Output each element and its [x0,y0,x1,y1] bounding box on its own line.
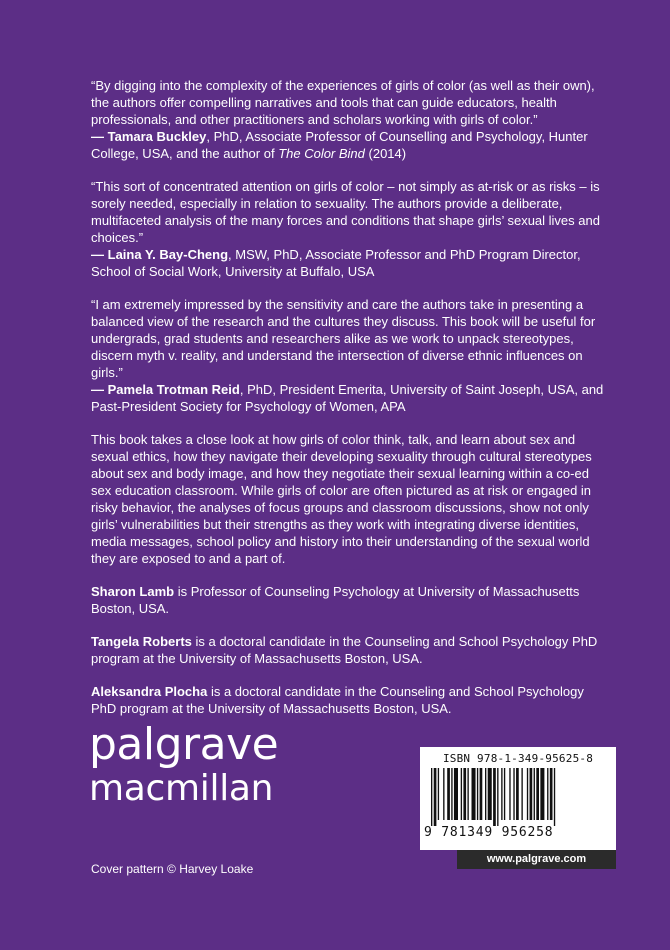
barcode-bar [485,768,486,820]
author-bio [91,633,611,667]
author-bio [91,583,611,617]
barcode-bar [472,768,476,820]
quote-author-name: Tamara Buckley [107,129,207,144]
quote-attribution [91,246,611,280]
barcode-bar [477,768,478,820]
quote-text: “By digging into the complexity of the experiences of girls of color (as well as their own), the authors offer compelling narratives and tools that can guide educators, health professionals, and other practitioners and scholars working with girls of color.” [91,78,595,127]
barcode-bar [547,768,548,820]
quote-book-title: The Color Bind [278,146,365,161]
barcode-bar [540,768,544,820]
quote-text: “This sort of concentrated attention on girls of color – not simply as at-risk or as risks – is sorely needed, especially in relation to sexuality. The authors provide a deliberate, multifaceted analysis of the many forces and conditions that shape girls’ sexual lives and choices.” [91,179,600,245]
cover-credit: Cover pattern © Harvey Loake [91,862,254,876]
author-name: Sharon Lamb [91,584,175,599]
author-bio-text: is Professor of Counseling Psychology at University of Massachusetts Boston, USA. [91,584,580,616]
publisher-logo [89,719,279,810]
quote-block [91,77,611,162]
barcode-bar [521,768,522,820]
attribution-dash: — [91,129,108,144]
barcode-bar [480,768,483,820]
barcode-bar [488,768,492,820]
author-name: Tangela Roberts [91,634,192,649]
quote-block [91,178,611,280]
quote-attribution [91,381,611,415]
barcode-bar [516,768,519,820]
barcode-area [420,747,616,871]
barcode-box [420,747,616,850]
author-bio [91,683,611,717]
author-name: Aleksandra Plocha [91,684,208,699]
quote-author-details: , PhD, President Emerita, University of Saint Joseph, USA, and Past-President Society for Psychology of Women, APA [91,382,604,414]
barcode-bar [509,768,510,820]
quote-author-details: , PhD, Associate Professor of Counselling and Psychology, Hunter College, USA, and the author of [91,129,588,161]
barcode-bar [501,768,502,820]
quote-author-details: , MSW, PhD, Associate Professor and PhD Program Director, School of Social Work, University at Buffalo, USA [91,247,581,279]
quote-book-year: (2014) [364,146,407,161]
quote-author-name: Pamela Trotman Reid [107,382,240,397]
barcode-bar [550,768,553,820]
barcode-bar [434,768,437,826]
barcode-icon [429,768,607,826]
barcode-bar [527,768,528,820]
attribution-dash: — [91,247,108,262]
author-bio-text: is a doctoral candidate in the Counseling and School Psychology PhD program at the University of Massachusetts Boston, USA. [91,634,598,666]
barcode-bar [461,768,462,820]
barcode-bar [463,768,466,820]
barcode-bar [447,768,450,820]
book-description: This book takes a close look at how girls of color think, talk, and learn about sex and sexual ethics, how they navigate their developing sexuality through cultural stereotypes about sex and body image, and how they negotiate their sexual learning within a co-ed sex education classroom. While girls of color are often pictured as at risk or engaged in risky behavior, the analyses of focus groups and classroom discussions, show not only girls’ vulnerabilities but their strengths as they work with integrating diverse identities, media messages, school policy and history into their understanding of the sexual world they are exposed to and a part of. [91,432,592,566]
back-cover-text [91,77,611,733]
publisher-logo-line1: palgrave [89,719,279,770]
attribution-dash: — [91,382,108,397]
quote-block [91,296,611,415]
barcode-bar [438,768,439,820]
publisher-url: www.palgrave.com [457,850,616,869]
barcode-bar [454,768,458,820]
isbn-label: ISBN 978-1-349-95625-8 [442,752,594,765]
barcode-bar [536,768,539,820]
quote-attribution [91,128,611,162]
barcode-bar [451,768,452,820]
quote-text: “I am extremely impressed by the sensitivity and care the authors take in presenting a balanced view of the research and the cultures they discuss. This book will be useful for undergrads, grad students and researchers alike as we work to unpack stereotypes, discern myth v. reality, and understand the intersection of diverse ethnic influences on girls.” [91,297,596,380]
barcode-bar [497,768,498,826]
author-bio-text: is a doctoral candidate in the Counseling and School Psychology PhD program at the University of Massachusetts Boston, USA. [91,684,584,716]
barcode-bar [493,768,496,826]
barcode-bar [467,768,468,820]
publisher-logo-line2: macmillan [89,768,274,809]
barcode-bar [513,768,514,820]
barcode-bar [443,768,444,820]
barcode-bar [504,768,505,820]
barcode-number: 9 781349 956258 [424,825,554,840]
barcode-bar [431,768,432,826]
barcode-bar [530,768,533,820]
barcode-bar [534,768,535,820]
quote-author-name: Laina Y. Bay-Cheng [107,247,229,262]
barcode-bar [554,768,555,826]
